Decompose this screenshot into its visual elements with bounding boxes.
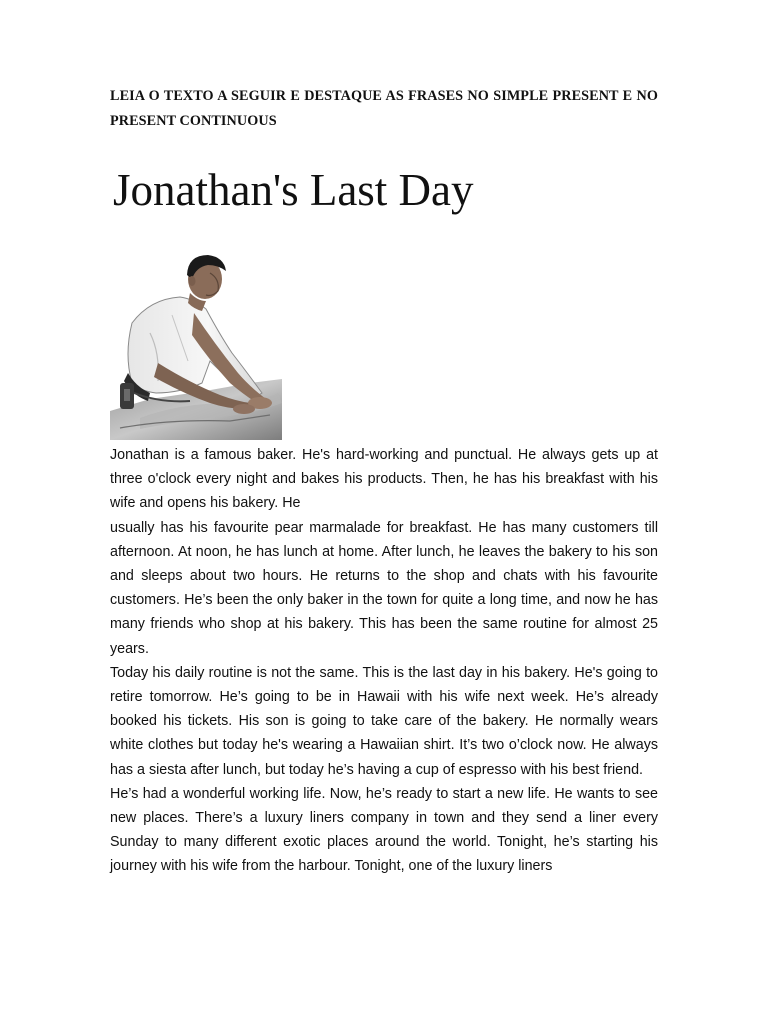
story-text [110, 443, 658, 879]
baker-photo [110, 243, 282, 440]
instruction-heading: LEIA O TEXTO A SEGUIR E DESTAQUE AS FRASES NO SIMPLE PRESENT E NO PRESENT CONTINUOUS [110, 88, 658, 129]
document-title: Jonathan's Last Day [113, 165, 474, 215]
paragraph-3: Today his daily routine is not the same. This is the last day in his bakery. He's going to retire tomorrow. He’s going to be in Hawaii with his wife next week. He’s already booked his tickets. His son is going to take care of the bakery. He normally wears white clothes but today he's wearing a Hawaiian shirt. It’s two o’clock now. He always has a siesta after lunch, but today he’s having a cup of espresso with his best friend. [110, 664, 658, 778]
paragraph-2: usually has his favourite pear marmalade for breakfast. He has many customers till afternoon. At noon, he has lunch at home. After lunch, he leaves the bakery to his son and sleeps about two hours. He returns to the shop and chats with his favourite customers. He’s been the only baker in the town for quite a long time, and now he has many friends who shop at his bakery. This has been the same routine for almost 25 years. [110, 519, 658, 657]
paragraph-4: He’s had a wonderful working life. Now, he’s ready to start a new life. He wants to see new places. There’s a luxury liners company in town and they send a liner every Sunday to many different exotic places around the world. Tonight, he’s starting his journey with his wife from the harbour. Tonight, one of the luxury liners [110, 785, 658, 875]
paragraph-1: Jonathan is a famous baker. He's hard-working and punctual. He always gets up at three o'clock every night and bakes his products. Then, he has his breakfast with his wife and opens his bakery. He [110, 447, 658, 512]
